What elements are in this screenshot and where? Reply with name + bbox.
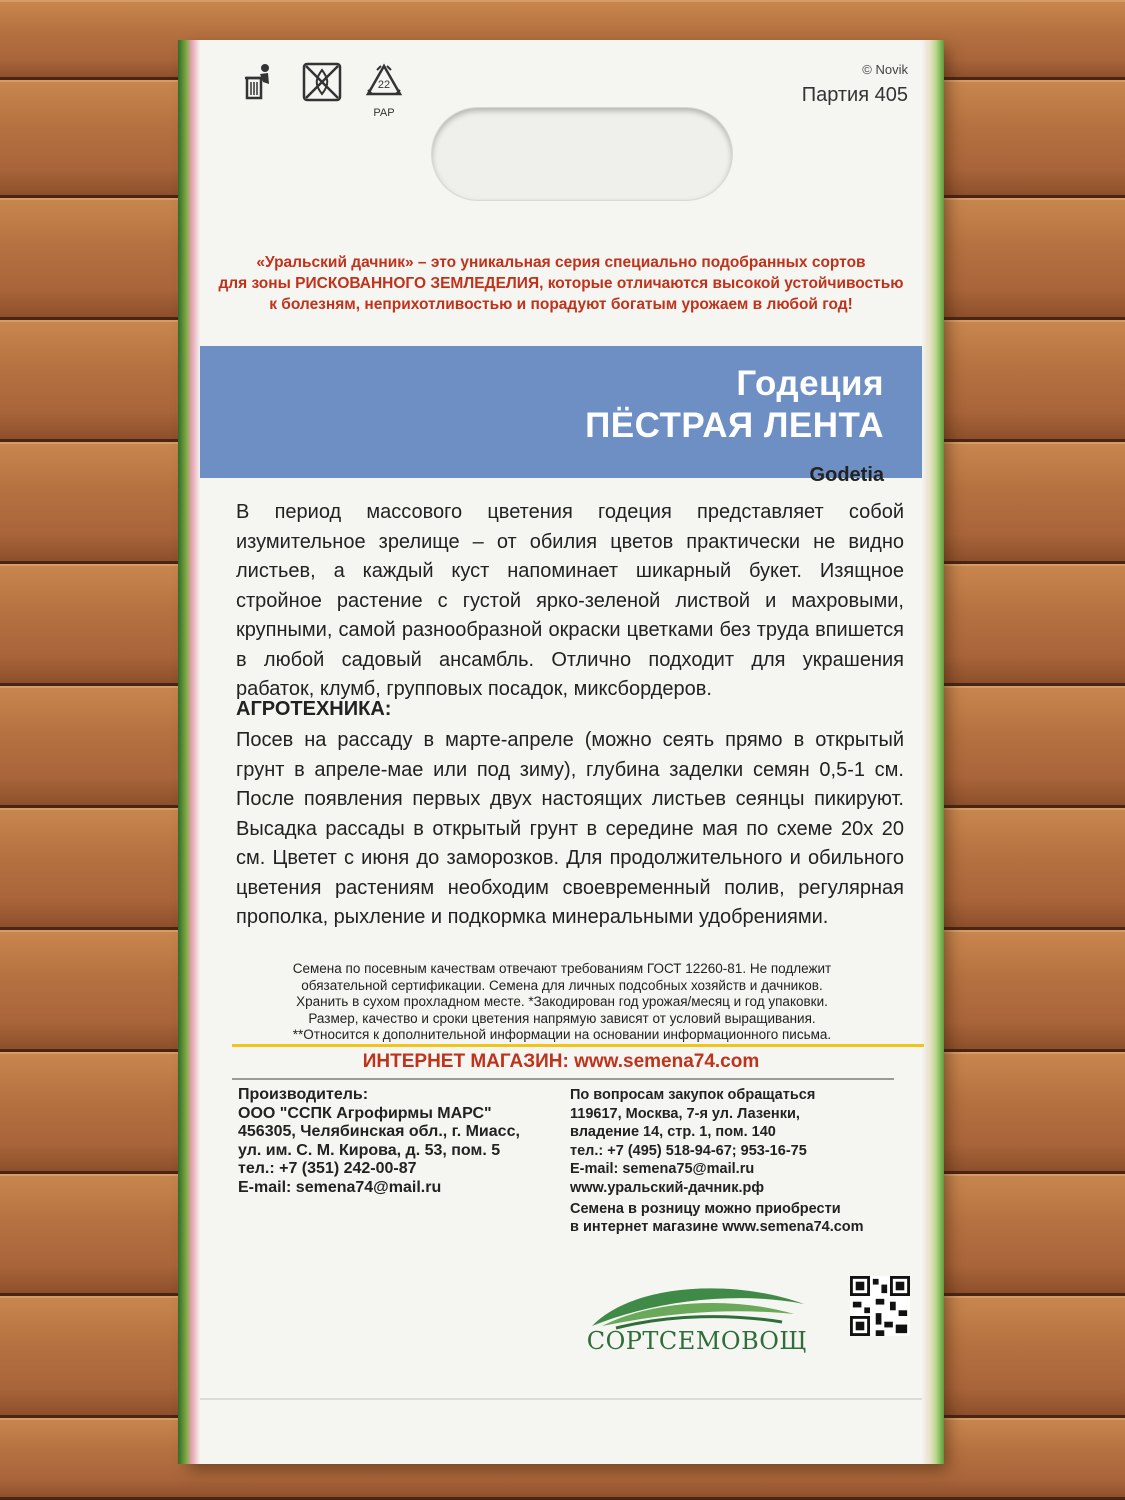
legal-line: Семена по посевным качествам отвечают требованиям ГОСТ 12260-81. Не подлежит [292, 961, 832, 976]
packet-back-card [200, 40, 922, 1464]
title-band [200, 346, 922, 478]
agro-heading: АГРОТЕХНИКА: [236, 698, 392, 720]
packaging-icons [238, 60, 406, 119]
maker-line: Производитель: [238, 1086, 369, 1103]
online-shop-line: ИНТЕРНЕТ МАГАЗИН: www.semena74.com [362, 1051, 760, 1072]
latin-name: Godetia [809, 464, 884, 486]
brand-logo-text: СОРТСЕМОВОЩ [586, 1327, 808, 1355]
recycle-code: 22 [377, 79, 391, 91]
copyright: © Novik [862, 62, 908, 77]
purchase-contact-info [570, 1086, 864, 1237]
gray-divider [232, 1078, 894, 1080]
maker-line: ООО "ССПК Агрофирмы МАРС" [238, 1104, 492, 1122]
legal-line: **Относится к дополнительной информации на основании информационного письма. [292, 1027, 832, 1043]
contact-line: владение 14, стр. 1, пом. 140 [570, 1124, 776, 1141]
trash-bin-icon [238, 60, 282, 104]
maker-line: ул. им. С. М. Кирова, д. 53, пом. 5 [238, 1141, 501, 1159]
seed-packet [178, 40, 944, 1464]
promo-line: для зоны РИСКОВАННОГО ЗЕМЛЕДЕЛИЯ, которые отличаются высокой устойчивостью [218, 275, 904, 292]
agro-text: Посев на рассаду в марте-апреле (можно сеять прямо в открытый грунт в апреле-мае или под зиму), глубина заделки семян 0,5-1 см. После появления первых двух настоящих листьев сеянцы пикируют. Высадка рассады в открытый грунт в середине мая по схеме 20х 20 см. Цветет с июня до заморозков. Для продолжительного и обильного цветения растениям необходим своевременный полив, регулярная прополка, рыхление и подкормка минеральными удобрениями. [236, 729, 904, 928]
hang-hole [432, 108, 732, 200]
packet-bottom-fold [200, 1398, 922, 1400]
yellow-divider [232, 1044, 924, 1047]
no-fire-icon [300, 60, 344, 104]
promo-text [200, 252, 922, 315]
description: В период массового цветения годеция представляет собой изумительное зрелище – от обилия цветов практически не видно листьев, а каждый куст напоминает шикарный букет. Изящное стройное растение с густой ярко-зеленой листвой и махровыми, крупными, самой разнообразной окраски цветками без труда впишется в любой садовый ансамбль. Отлично подходит для украшения рабаток, клумб, групповых посадок, миксбордеров. [236, 501, 904, 700]
promo-line: к болезням, неприхотливостью и порадуют богатым урожаем в любой год! [269, 296, 853, 313]
legal-line: Хранить в сухом прохладном месте. *Закодирован год урожая/месяц и год упаковки. [296, 994, 828, 1010]
legal-text [224, 961, 900, 1044]
legal-line: Размер, качество и сроки цветения напрямую зависят от условий выращивания. [308, 1010, 816, 1026]
recycle-mark [362, 60, 406, 119]
contact-line: По вопросам закупок обращаться [570, 1087, 816, 1103]
contact-line: в интернет магазине www.semena74.com [570, 1219, 864, 1236]
promo-line: «Уральский дачник» – это уникальная серия специально подобранных сортов [256, 254, 866, 271]
contact-line: Семена в розницу можно приобрести [570, 1200, 841, 1217]
maker-line: тел.: +7 (351) 242-00-87 [238, 1160, 417, 1178]
variety-title: ПЁСТРАЯ ЛЕНТА [585, 406, 884, 445]
contact-line: www.уральский-дачник.рф [570, 1179, 765, 1196]
recycle-material: PAP [373, 107, 395, 119]
product-title: Годеция [736, 364, 884, 403]
batch-number: Партия 405 [801, 84, 908, 106]
maker-line: E-mail: semena74@mail.ru [238, 1178, 442, 1196]
maker-line: 456305, Челябинская обл., г. Миасс, [238, 1123, 520, 1141]
contact-line: тел.: +7 (495) 518-94-67; 953-16-75 [570, 1142, 807, 1159]
contact-line: E-mail: semena75@mail.ru [570, 1161, 755, 1178]
contact-line: 119617, Москва, 7-я ул. Лазенки, [570, 1105, 800, 1122]
legal-line: обязательной сертификации. Семена для личных подсобных хозяйств и дачников. [301, 977, 823, 993]
recycle-22-icon [362, 60, 406, 104]
manufacturer-info [238, 1086, 520, 1198]
qr-code-icon [850, 1276, 910, 1336]
